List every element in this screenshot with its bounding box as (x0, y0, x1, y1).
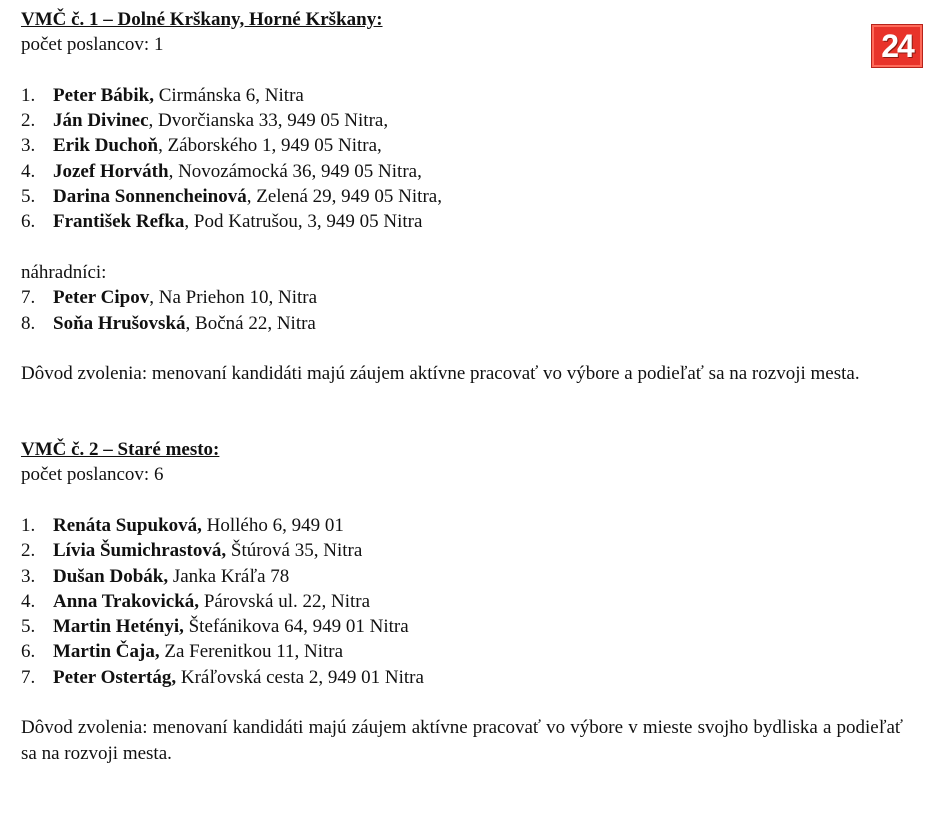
member-name: Martin Čaja, (53, 641, 160, 663)
member-name: Martin Hetényi, (53, 616, 184, 638)
member-name: Renáta Supuková, (53, 514, 202, 536)
member-name: Dušan Dobák, (53, 565, 169, 587)
member-name: Jozef Horváth (53, 160, 169, 182)
document-page (21, 7, 903, 766)
member-name: Peter Bábik, (53, 84, 154, 106)
member-address: , Bočná 22, Nitra (185, 312, 316, 334)
selection-reason: Dôvod zvolenia: menovaní kandidáti majú záujem aktívne pracovať vo výbore v mieste svojho bydliska a podieľať sa na rozvoji mesta. (21, 717, 903, 764)
list-item: 5. Martin Hetényi, Štefánikova 64, 949 01 Nitra (21, 616, 409, 638)
member-name: Peter Cipov (53, 287, 150, 309)
list-item: 3. Dušan Dobák, Janka Kráľa 78 (21, 565, 290, 587)
member-list (21, 83, 903, 235)
member-list (21, 513, 903, 690)
member-address: , Zelená 29, 949 05 Nitra, (246, 186, 442, 208)
member-name: Anna Trakovická, (53, 590, 200, 612)
list-item: 1. Renáta Supuková, Hollého 6, 949 01 (21, 514, 344, 536)
member-name: Soňa Hrušovská (53, 312, 186, 334)
logo-text: 24 (881, 27, 913, 64)
list-item: 6. Martin Čaja, Za Ferenitkou 11, Nitra (21, 641, 344, 663)
section-vmc-1 (21, 7, 903, 386)
member-address: Za Ferenitkou 11, Nitra (159, 641, 344, 663)
member-address: , Na Priehon 10, Nitra (149, 287, 318, 309)
list-item: 4. Anna Trakovická, Párovská ul. 22, Nitra (21, 590, 371, 612)
member-name: Ján Divinec (53, 110, 149, 132)
section-vmc-2 (21, 437, 903, 766)
member-name: František Refka (53, 211, 185, 233)
list-item: 4. Jozef Horváth, Novozámocká 36, 949 05 Nitra, (21, 160, 422, 182)
member-count: počet poslancov: 6 (21, 464, 164, 486)
list-item: 5. Darina Sonnencheinová, Zelená 29, 949 05 Nitra, (21, 186, 442, 208)
section-title: VMČ č. 2 – Staré mesto: (21, 439, 220, 461)
list-item: 8. Soňa Hrušovská, Bočná 22, Nitra (21, 312, 316, 334)
selection-reason: Dôvod zvolenia: menovaní kandidáti majú záujem aktívne pracovať vo výbore a podieľať sa na rozvoji mesta. (21, 363, 860, 385)
section-title: VMČ č. 1 – Dolné Krškany, Horné Krškany: (21, 9, 383, 30)
member-address: Štefánikova 64, 949 01 Nitra (183, 616, 409, 638)
list-item: 2. Lívia Šumichrastová, Štúrová 35, Nitra (21, 540, 363, 562)
member-address: Cirmánska 6, Nitra (153, 84, 304, 106)
member-count: počet poslancov: 1 (21, 34, 164, 56)
member-address: Štúrová 35, Nitra (226, 540, 363, 562)
member-address: Janka Kráľa 78 (168, 565, 290, 587)
member-address: , Pod Katrušou, 3, 949 05 Nitra (184, 211, 423, 233)
list-item: 6. František Refka, Pod Katrušou, 3, 949 05 Nitra (21, 211, 423, 233)
list-item: 7. Peter Ostertág, Kráľovská cesta 2, 949 01 Nitra (21, 666, 424, 688)
member-name: Peter Ostertág, (53, 666, 177, 688)
substitutes-label: náhradníci: (21, 261, 107, 283)
list-item: 3. Erik Duchoň, Záborského 1, 949 05 Nitra, (21, 135, 382, 157)
member-name: Erik Duchoň (53, 135, 159, 157)
member-name: Lívia Šumichrastová, (53, 540, 227, 562)
member-name: Darina Sonnencheinová (53, 186, 247, 208)
member-address: Kráľovská cesta 2, 949 01 Nitra (176, 666, 424, 688)
list-item: 1. Peter Bábik, Cirmánska 6, Nitra (21, 84, 304, 106)
member-address: , Záborského 1, 949 05 Nitra, (158, 135, 382, 157)
list-item: 2. Ján Divinec, Dvorčianska 33, 949 05 Nitra, (21, 110, 389, 132)
substitutes-list (21, 285, 903, 336)
member-address: Párovská ul. 22, Nitra (199, 590, 371, 612)
member-address: Hollého 6, 949 01 (201, 514, 344, 536)
member-address: , Novozámocká 36, 949 05 Nitra, (168, 160, 422, 182)
list-item: 7. Peter Cipov, Na Priehon 10, Nitra (21, 287, 318, 309)
member-address: , Dvorčianska 33, 949 05 Nitra, (148, 110, 389, 132)
